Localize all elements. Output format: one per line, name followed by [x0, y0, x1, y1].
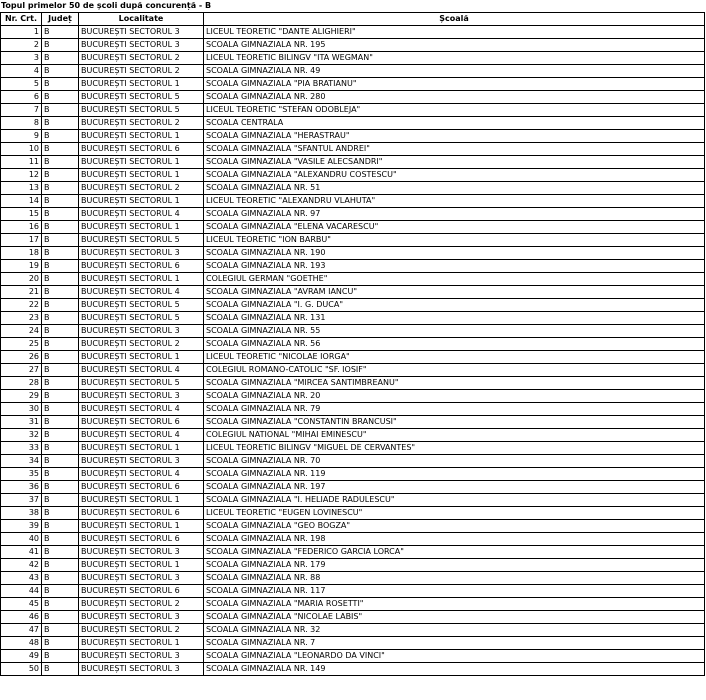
table-row [1, 39, 705, 52]
row-number: 17 [1, 234, 42, 247]
judet-cell: B [42, 637, 79, 650]
scoala-cell: SCOALA GIMNAZIALA NR. 88 [204, 572, 705, 585]
judet-cell: B [42, 546, 79, 559]
scoala-cell: SCOALA GIMNAZIALA "CONSTANTIN BRANCUSI" [204, 416, 705, 429]
row-number: 47 [1, 624, 42, 637]
localitate-cell: BUCUREȘTI SECTORUL 3 [79, 26, 204, 39]
table-row [1, 234, 705, 247]
judet-cell: B [42, 195, 79, 208]
localitate-cell: BUCUREȘTI SECTORUL 6 [79, 533, 204, 546]
row-number: 5 [1, 78, 42, 91]
table-row [1, 546, 705, 559]
scoala-cell: COLEGIUL NATIONAL "MIHAI EMINESCU" [204, 429, 705, 442]
localitate-cell: BUCUREȘTI SECTORUL 1 [79, 195, 204, 208]
row-number: 32 [1, 429, 42, 442]
judet-cell: B [42, 481, 79, 494]
table-row [1, 78, 705, 91]
judet-cell: B [42, 663, 79, 676]
table-row [1, 247, 705, 260]
row-number: 48 [1, 637, 42, 650]
row-number: 38 [1, 507, 42, 520]
row-number: 25 [1, 338, 42, 351]
judet-cell: B [42, 52, 79, 65]
row-number: 49 [1, 650, 42, 663]
localitate-cell: BUCUREȘTI SECTORUL 3 [79, 325, 204, 338]
row-number: 34 [1, 455, 42, 468]
judet-cell: B [42, 78, 79, 91]
localitate-cell: BUCUREȘTI SECTORUL 6 [79, 585, 204, 598]
localitate-cell: BUCUREȘTI SECTORUL 2 [79, 338, 204, 351]
judet-cell: B [42, 325, 79, 338]
scoala-cell: SCOALA GIMNAZIALA "GEO BOGZA" [204, 520, 705, 533]
localitate-cell: BUCUREȘTI SECTORUL 6 [79, 481, 204, 494]
table-row [1, 208, 705, 221]
scoala-cell: LICEUL TEORETIC "EUGEN LOVINESCU" [204, 507, 705, 520]
scoala-cell: SCOALA GIMNAZIALA "HERASTRAU" [204, 130, 705, 143]
judet-cell: B [42, 611, 79, 624]
row-number: 31 [1, 416, 42, 429]
localitate-cell: BUCUREȘTI SECTORUL 4 [79, 286, 204, 299]
row-number: 46 [1, 611, 42, 624]
judet-cell: B [42, 351, 79, 364]
scoala-cell: SCOALA GIMNAZIALA "FEDERICO GARCIA LORCA" [204, 546, 705, 559]
scoala-cell: SCOALA GIMNAZIALA NR. 20 [204, 390, 705, 403]
row-number: 14 [1, 195, 42, 208]
scoala-cell: SCOALA GIMNAZIALA NR. 56 [204, 338, 705, 351]
scoala-cell: SCOALA GIMNAZIALA NR. 197 [204, 481, 705, 494]
judet-cell: B [42, 572, 79, 585]
judet-cell: B [42, 91, 79, 104]
judet-cell: B [42, 442, 79, 455]
table-row [1, 260, 705, 273]
table-row [1, 533, 705, 546]
judet-cell: B [42, 260, 79, 273]
scoala-cell: SCOALA CENTRALA [204, 117, 705, 130]
localitate-cell: BUCUREȘTI SECTORUL 1 [79, 520, 204, 533]
table-row [1, 169, 705, 182]
table-row [1, 585, 705, 598]
localitate-cell: BUCUREȘTI SECTORUL 2 [79, 65, 204, 78]
table-row [1, 624, 705, 637]
localitate-cell: BUCUREȘTI SECTORUL 4 [79, 364, 204, 377]
table-row [1, 195, 705, 208]
table-row [1, 572, 705, 585]
judet-cell: B [42, 338, 79, 351]
judet-cell: B [42, 624, 79, 637]
scoala-cell: SCOALA GIMNAZIALA "NICOLAE LABIS" [204, 611, 705, 624]
localitate-cell: BUCUREȘTI SECTORUL 5 [79, 234, 204, 247]
scoala-cell: SCOALA GIMNAZIALA NR. 70 [204, 455, 705, 468]
table-row [1, 377, 705, 390]
row-number: 16 [1, 221, 42, 234]
scoala-cell: SCOALA GIMNAZIALA "ELENA VACARESCU" [204, 221, 705, 234]
scoala-cell: SCOALA GIMNAZIALA NR. 195 [204, 39, 705, 52]
table-row [1, 650, 705, 663]
localitate-cell: BUCUREȘTI SECTORUL 3 [79, 650, 204, 663]
localitate-cell: BUCUREȘTI SECTORUL 3 [79, 455, 204, 468]
localitate-cell: BUCUREȘTI SECTORUL 2 [79, 598, 204, 611]
judet-cell: B [42, 416, 79, 429]
schools-table [0, 12, 705, 676]
judet-cell: B [42, 598, 79, 611]
row-number: 35 [1, 468, 42, 481]
scoala-cell: SCOALA GIMNAZIALA NR. 97 [204, 208, 705, 221]
table-row [1, 91, 705, 104]
table-row [1, 156, 705, 169]
row-number: 2 [1, 39, 42, 52]
row-number: 50 [1, 663, 42, 676]
scoala-cell: SCOALA GIMNAZIALA NR. 51 [204, 182, 705, 195]
judet-cell: B [42, 585, 79, 598]
row-number: 42 [1, 559, 42, 572]
scoala-cell: LICEUL TEORETIC "ALEXANDRU VLAHUTA" [204, 195, 705, 208]
table-row [1, 273, 705, 286]
row-number: 30 [1, 403, 42, 416]
localitate-cell: BUCUREȘTI SECTORUL 4 [79, 403, 204, 416]
row-number: 26 [1, 351, 42, 364]
localitate-cell: BUCUREȘTI SECTORUL 1 [79, 221, 204, 234]
scoala-cell: SCOALA GIMNAZIALA "MARIA ROSETTI" [204, 598, 705, 611]
row-number: 39 [1, 520, 42, 533]
row-number: 9 [1, 130, 42, 143]
scoala-cell: SCOALA GIMNAZIALA "AVRAM IANCU" [204, 286, 705, 299]
table-row [1, 286, 705, 299]
judet-cell: B [42, 455, 79, 468]
table-row [1, 338, 705, 351]
localitate-cell: BUCUREȘTI SECTORUL 1 [79, 637, 204, 650]
row-number: 44 [1, 585, 42, 598]
scoala-cell: LICEUL TEORETIC "DANTE ALIGHIERI" [204, 26, 705, 39]
judet-cell: B [42, 182, 79, 195]
judet-cell: B [42, 507, 79, 520]
judet-cell: B [42, 520, 79, 533]
table-row [1, 637, 705, 650]
localitate-cell: BUCUREȘTI SECTORUL 1 [79, 494, 204, 507]
row-number: 12 [1, 169, 42, 182]
row-number: 20 [1, 273, 42, 286]
judet-cell: B [42, 299, 79, 312]
judet-cell: B [42, 169, 79, 182]
localitate-cell: BUCUREȘTI SECTORUL 6 [79, 416, 204, 429]
table-row [1, 468, 705, 481]
localitate-cell: BUCUREȘTI SECTORUL 3 [79, 546, 204, 559]
scoala-cell: SCOALA GIMNAZIALA "I. G. DUCA" [204, 299, 705, 312]
table-row [1, 299, 705, 312]
localitate-cell: BUCUREȘTI SECTORUL 2 [79, 624, 204, 637]
table-row [1, 507, 705, 520]
row-number: 13 [1, 182, 42, 195]
table-row [1, 663, 705, 676]
judet-cell: B [42, 221, 79, 234]
localitate-cell: BUCUREȘTI SECTORUL 1 [79, 559, 204, 572]
localitate-cell: BUCUREȘTI SECTORUL 1 [79, 351, 204, 364]
row-number: 43 [1, 572, 42, 585]
scoala-cell: SCOALA GIMNAZIALA "I. HELIADE RADULESCU" [204, 494, 705, 507]
column-header-localitate: Localitate [79, 13, 204, 26]
judet-cell: B [42, 130, 79, 143]
judet-cell: B [42, 403, 79, 416]
judet-cell: B [42, 468, 79, 481]
scoala-cell: SCOALA GIMNAZIALA "ALEXANDRU COSTESCU" [204, 169, 705, 182]
row-number: 1 [1, 26, 42, 39]
table-row [1, 52, 705, 65]
localitate-cell: BUCUREȘTI SECTORUL 5 [79, 104, 204, 117]
judet-cell: B [42, 234, 79, 247]
page-title: Topul primelor 50 de școli după concurență - B [1, 1, 212, 10]
table-row [1, 403, 705, 416]
table-row [1, 520, 705, 533]
scoala-cell: SCOALA GIMNAZIALA NR. 55 [204, 325, 705, 338]
localitate-cell: BUCUREȘTI SECTORUL 6 [79, 143, 204, 156]
scoala-cell: COLEGIUL ROMANO-CATOLIC "SF. IOSIF" [204, 364, 705, 377]
judet-cell: B [42, 143, 79, 156]
scoala-cell: SCOALA GIMNAZIALA "VASILE ALECSANDRI" [204, 156, 705, 169]
row-number: 7 [1, 104, 42, 117]
row-number: 37 [1, 494, 42, 507]
row-number: 29 [1, 390, 42, 403]
table-row [1, 351, 705, 364]
table-row [1, 143, 705, 156]
judet-cell: B [42, 286, 79, 299]
scoala-cell: SCOALA GIMNAZIALA "SFANTUL ANDREI" [204, 143, 705, 156]
table-row [1, 429, 705, 442]
table-row [1, 455, 705, 468]
table-row [1, 416, 705, 429]
row-number: 36 [1, 481, 42, 494]
scoala-cell: SCOALA GIMNAZIALA NR. 131 [204, 312, 705, 325]
scoala-cell: SCOALA GIMNAZIALA NR. 79 [204, 403, 705, 416]
localitate-cell: BUCUREȘTI SECTORUL 5 [79, 299, 204, 312]
table-row [1, 117, 705, 130]
localitate-cell: BUCUREȘTI SECTORUL 6 [79, 507, 204, 520]
scoala-cell: SCOALA GIMNAZIALA NR. 190 [204, 247, 705, 260]
row-number: 28 [1, 377, 42, 390]
localitate-cell: BUCUREȘTI SECTORUL 4 [79, 429, 204, 442]
scoala-cell: SCOALA GIMNAZIALA "MIRCEA SANTIMBREANU" [204, 377, 705, 390]
row-number: 11 [1, 156, 42, 169]
judet-cell: B [42, 247, 79, 260]
localitate-cell: BUCUREȘTI SECTORUL 6 [79, 260, 204, 273]
table-row [1, 390, 705, 403]
judet-cell: B [42, 26, 79, 39]
table-row [1, 130, 705, 143]
row-number: 15 [1, 208, 42, 221]
localitate-cell: BUCUREȘTI SECTORUL 3 [79, 572, 204, 585]
localitate-cell: BUCUREȘTI SECTORUL 1 [79, 130, 204, 143]
table-row [1, 221, 705, 234]
scoala-cell: SCOALA GIMNAZIALA "PIA BRATIANU" [204, 78, 705, 91]
row-number: 21 [1, 286, 42, 299]
row-number: 27 [1, 364, 42, 377]
scoala-cell: SCOALA GIMNAZIALA NR. 7 [204, 637, 705, 650]
scoala-cell: SCOALA GIMNAZIALA NR. 198 [204, 533, 705, 546]
scoala-cell: LICEUL TEORETIC "ION BARBU" [204, 234, 705, 247]
scoala-cell: SCOALA GIMNAZIALA NR. 280 [204, 91, 705, 104]
table-row [1, 442, 705, 455]
row-number: 40 [1, 533, 42, 546]
table-row [1, 26, 705, 39]
table-row [1, 481, 705, 494]
row-number: 45 [1, 598, 42, 611]
localitate-cell: BUCUREȘTI SECTORUL 5 [79, 312, 204, 325]
scoala-cell: SCOALA GIMNAZIALA NR. 49 [204, 65, 705, 78]
localitate-cell: BUCUREȘTI SECTORUL 1 [79, 78, 204, 91]
table-row [1, 494, 705, 507]
table-row [1, 65, 705, 78]
localitate-cell: BUCUREȘTI SECTORUL 3 [79, 247, 204, 260]
localitate-cell: BUCUREȘTI SECTORUL 3 [79, 39, 204, 52]
judet-cell: B [42, 156, 79, 169]
judet-cell: B [42, 312, 79, 325]
row-number: 24 [1, 325, 42, 338]
scoala-cell: SCOALA GIMNAZIALA NR. 149 [204, 663, 705, 676]
judet-cell: B [42, 208, 79, 221]
judet-cell: B [42, 650, 79, 663]
column-header-scoala: Școală [204, 13, 705, 26]
table-row [1, 104, 705, 117]
scoala-cell: SCOALA GIMNAZIALA NR. 179 [204, 559, 705, 572]
table-body [1, 26, 705, 676]
row-number: 6 [1, 91, 42, 104]
table-row [1, 182, 705, 195]
table-header [1, 13, 705, 26]
localitate-cell: BUCUREȘTI SECTORUL 1 [79, 156, 204, 169]
table-row [1, 364, 705, 377]
row-number: 3 [1, 52, 42, 65]
row-number: 23 [1, 312, 42, 325]
localitate-cell: BUCUREȘTI SECTORUL 1 [79, 169, 204, 182]
row-number: 4 [1, 65, 42, 78]
judet-cell: B [42, 494, 79, 507]
scoala-cell: LICEUL TEORETIC BILINGV "ITA WEGMAN" [204, 52, 705, 65]
judet-cell: B [42, 377, 79, 390]
scoala-cell: LICEUL TEORETIC BILINGV "MIGUEL DE CERVANTES" [204, 442, 705, 455]
judet-cell: B [42, 39, 79, 52]
table-row [1, 325, 705, 338]
column-header-nr: Nr. Crt. [1, 13, 42, 26]
judet-cell: B [42, 559, 79, 572]
localitate-cell: BUCUREȘTI SECTORUL 2 [79, 182, 204, 195]
scoala-cell: LICEUL TEORETIC "STEFAN ODOBLEJA" [204, 104, 705, 117]
row-number: 41 [1, 546, 42, 559]
row-number: 19 [1, 260, 42, 273]
scoala-cell: SCOALA GIMNAZIALA NR. 117 [204, 585, 705, 598]
table-row [1, 611, 705, 624]
judet-cell: B [42, 429, 79, 442]
localitate-cell: BUCUREȘTI SECTORUL 1 [79, 273, 204, 286]
judet-cell: B [42, 364, 79, 377]
localitate-cell: BUCUREȘTI SECTORUL 2 [79, 117, 204, 130]
row-number: 22 [1, 299, 42, 312]
table-row [1, 312, 705, 325]
judet-cell: B [42, 533, 79, 546]
row-number: 33 [1, 442, 42, 455]
localitate-cell: BUCUREȘTI SECTORUL 2 [79, 52, 204, 65]
column-header-judet: Județ [42, 13, 79, 26]
table-row [1, 598, 705, 611]
localitate-cell: BUCUREȘTI SECTORUL 4 [79, 208, 204, 221]
row-number: 10 [1, 143, 42, 156]
localitate-cell: BUCUREȘTI SECTORUL 3 [79, 663, 204, 676]
localitate-cell: BUCUREȘTI SECTORUL 3 [79, 611, 204, 624]
localitate-cell: BUCUREȘTI SECTORUL 5 [79, 377, 204, 390]
row-number: 18 [1, 247, 42, 260]
scoala-cell: SCOALA GIMNAZIALA NR. 119 [204, 468, 705, 481]
scoala-cell: LICEUL TEORETIC "NICOLAE IORGA" [204, 351, 705, 364]
scoala-cell: SCOALA GIMNAZIALA NR. 32 [204, 624, 705, 637]
localitate-cell: BUCUREȘTI SECTORUL 3 [79, 390, 204, 403]
scoala-cell: COLEGIUL GERMAN "GOETHE" [204, 273, 705, 286]
header-row [1, 13, 705, 26]
row-number: 8 [1, 117, 42, 130]
judet-cell: B [42, 390, 79, 403]
judet-cell: B [42, 104, 79, 117]
judet-cell: B [42, 273, 79, 286]
table-row [1, 559, 705, 572]
localitate-cell: BUCUREȘTI SECTORUL 4 [79, 468, 204, 481]
localitate-cell: BUCUREȘTI SECTORUL 1 [79, 442, 204, 455]
judet-cell: B [42, 65, 79, 78]
judet-cell: B [42, 117, 79, 130]
scoala-cell: SCOALA GIMNAZIALA "LEONARDO DA VINCI" [204, 650, 705, 663]
localitate-cell: BUCUREȘTI SECTORUL 5 [79, 91, 204, 104]
scoala-cell: SCOALA GIMNAZIALA NR. 193 [204, 260, 705, 273]
